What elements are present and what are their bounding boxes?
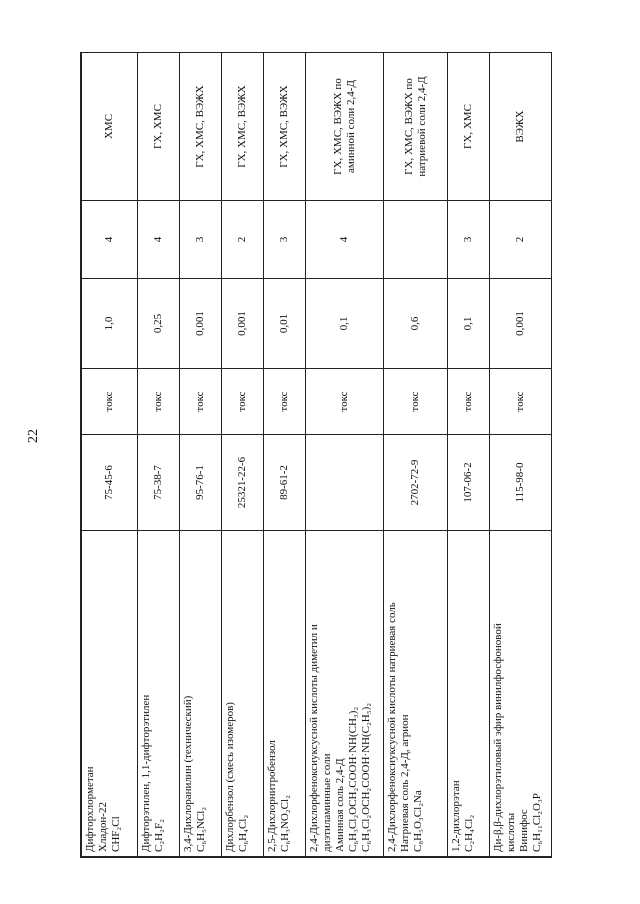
substance-name-line: Ди-β,β-дихлорэтиловый эфир винилфосфоновой bbox=[492, 623, 504, 852]
concentration-value-cell: 1,0 bbox=[82, 279, 138, 369]
page-number: 22 bbox=[26, 429, 41, 443]
analysis-method-cell: ХМС bbox=[82, 53, 138, 201]
hazard-class-cell bbox=[384, 201, 448, 279]
cas-number-cell: 75-45-6 bbox=[82, 435, 138, 531]
hazard-class-cell: 4 bbox=[306, 201, 384, 279]
substance-name-line: 2,5-Дихлорнитробензол bbox=[266, 740, 278, 852]
concentration-value-cell: 0,1 bbox=[306, 279, 384, 369]
analysis-method-cell: ГХ, ХМС, ВЭЖХ по натриевой соли 2,4-Д bbox=[384, 53, 448, 201]
table-row bbox=[490, 53, 552, 857]
hazard-class-cell: 4 bbox=[82, 201, 138, 279]
concentration-value-cell: 0,001 bbox=[222, 279, 264, 369]
substance-name-cell bbox=[138, 531, 180, 857]
substance-name-line: Винифос bbox=[517, 809, 530, 852]
cas-number-cell: 25321-22-6 bbox=[222, 435, 264, 531]
substance-name-cell bbox=[82, 531, 138, 857]
substance-formula: C₈H₅O₃Cl₂Na bbox=[411, 790, 424, 852]
limit-indicator-cell: токс bbox=[448, 369, 490, 435]
substance-name-line: Аминная соль 2,4-Д bbox=[333, 758, 346, 852]
hazard-class-cell: 2 bbox=[490, 201, 552, 279]
limit-indicator-cell: токс bbox=[180, 369, 222, 435]
table-row bbox=[264, 53, 306, 857]
substance-formula: C₆H₃Cl₂OCH₂COOH·NH(C₂H₅)₂ bbox=[359, 702, 372, 852]
substance-formula: C₂H₂F₂ bbox=[152, 819, 165, 852]
hazard-class-cell: 4 bbox=[138, 201, 180, 279]
substance-name-cell bbox=[222, 531, 264, 857]
concentration-value-cell: 0,001 bbox=[490, 279, 552, 369]
substance-name-line: Дифторхлорметан bbox=[84, 766, 96, 852]
cas-number-cell: 75-38-7 bbox=[138, 435, 180, 531]
substance-formula: C₆H₄Cl₂ bbox=[236, 814, 249, 852]
analysis-method-cell: ГХ, ХМС, ВЭЖХ bbox=[222, 53, 264, 201]
concentration-value-cell: 0,25 bbox=[138, 279, 180, 369]
substance-name-cell bbox=[384, 531, 448, 857]
limit-indicator-cell: токс bbox=[264, 369, 306, 435]
substance-name-line: диэтиламинные соли bbox=[320, 753, 333, 852]
substance-formula: C₆H₅NCl₂ bbox=[194, 806, 207, 852]
hazard-class-cell: 3 bbox=[264, 201, 306, 279]
cas-number-cell: 89-61-2 bbox=[264, 435, 306, 531]
limit-indicator-cell: токс bbox=[490, 369, 552, 435]
substance-name-line: 1,2-дихлорэтан bbox=[450, 780, 462, 852]
concentration-value-cell: 0,6 bbox=[384, 279, 448, 369]
hazard-class-cell: 3 bbox=[180, 201, 222, 279]
table-row bbox=[222, 53, 264, 857]
cas-number-cell: 107-06-2 bbox=[448, 435, 490, 531]
concentration-value-cell: 0,01 bbox=[264, 279, 306, 369]
substance-name-line: 2,4-Дихлорфеноксиуксусной кислоты натриевая соль bbox=[386, 602, 398, 852]
table-row bbox=[138, 53, 180, 857]
substance-formula: C₆H₃Cl₂OCH₂COOH·NH(CH₃)₂ bbox=[346, 706, 359, 852]
analysis-method-cell: ГХ, ХМС, ВЭЖХ по аминной соли 2,4-Д bbox=[306, 53, 384, 201]
substance-name-line: 2,4-Дихлорфеноксиуксусной кислоты диметил и bbox=[308, 624, 320, 852]
substance-name-line: 3,4-Дихлоранилин (технический) bbox=[182, 695, 194, 852]
analysis-method-cell: ГХ, ХМС, ВЭЖХ bbox=[180, 53, 222, 201]
substance-name-cell bbox=[180, 531, 222, 857]
analysis-method-cell: ГХ, ХМС bbox=[448, 53, 490, 201]
substance-name-line: Дифторэтилен, 1,1-дифторэтилен bbox=[140, 694, 152, 852]
substance-formula: C₆H₃NO₂Cl₂ bbox=[278, 795, 291, 852]
substance-name-cell bbox=[448, 531, 490, 857]
substance-formula: C₂H₄Cl₂ bbox=[462, 814, 475, 852]
limit-indicator-cell: токс bbox=[384, 369, 448, 435]
cas-number-cell bbox=[306, 435, 384, 531]
concentration-value-cell: 0,001 bbox=[180, 279, 222, 369]
substances-table-frame bbox=[80, 52, 552, 858]
table-row bbox=[384, 53, 448, 857]
table-row bbox=[180, 53, 222, 857]
substance-name-cell bbox=[490, 531, 552, 857]
hazard-class-cell: 3 bbox=[448, 201, 490, 279]
substance-formula: C₆H₁₁Cl₂O₃P bbox=[530, 793, 543, 852]
hazard-class-cell: 2 bbox=[222, 201, 264, 279]
substance-name-line: Натриевая соль 2,4-Д, агрион bbox=[398, 714, 411, 852]
substance-name-line: Дихлорбензол (смесь изомеров) bbox=[224, 702, 236, 852]
table-row bbox=[306, 53, 384, 857]
limit-indicator-cell: токс bbox=[306, 369, 384, 435]
concentration-value-cell: 0,1 bbox=[448, 279, 490, 369]
table-row bbox=[82, 53, 138, 857]
substance-name-line: кислоты bbox=[504, 812, 517, 852]
analysis-method-cell: ГХ, ХМС bbox=[138, 53, 180, 201]
substance-name-cell bbox=[306, 531, 384, 857]
analysis-method-cell: ГХ, ХМС, ВЭЖХ bbox=[264, 53, 306, 201]
cas-number-cell: 115-98-0 bbox=[490, 435, 552, 531]
cas-number-cell: 2702-72-9 bbox=[384, 435, 448, 531]
substance-name-cell bbox=[264, 531, 306, 857]
analysis-method-cell: ВЭЖХ bbox=[490, 53, 552, 201]
limit-indicator-cell: токс bbox=[82, 369, 138, 435]
table-row bbox=[448, 53, 490, 857]
limit-indicator-cell: токс bbox=[138, 369, 180, 435]
cas-number-cell: 95-76-1 bbox=[180, 435, 222, 531]
limit-indicator-cell: токс bbox=[222, 369, 264, 435]
substances-table bbox=[81, 52, 552, 857]
substance-formula: CHF₂Cl bbox=[109, 816, 122, 852]
substance-name-line: Хладон-22 bbox=[96, 802, 109, 852]
